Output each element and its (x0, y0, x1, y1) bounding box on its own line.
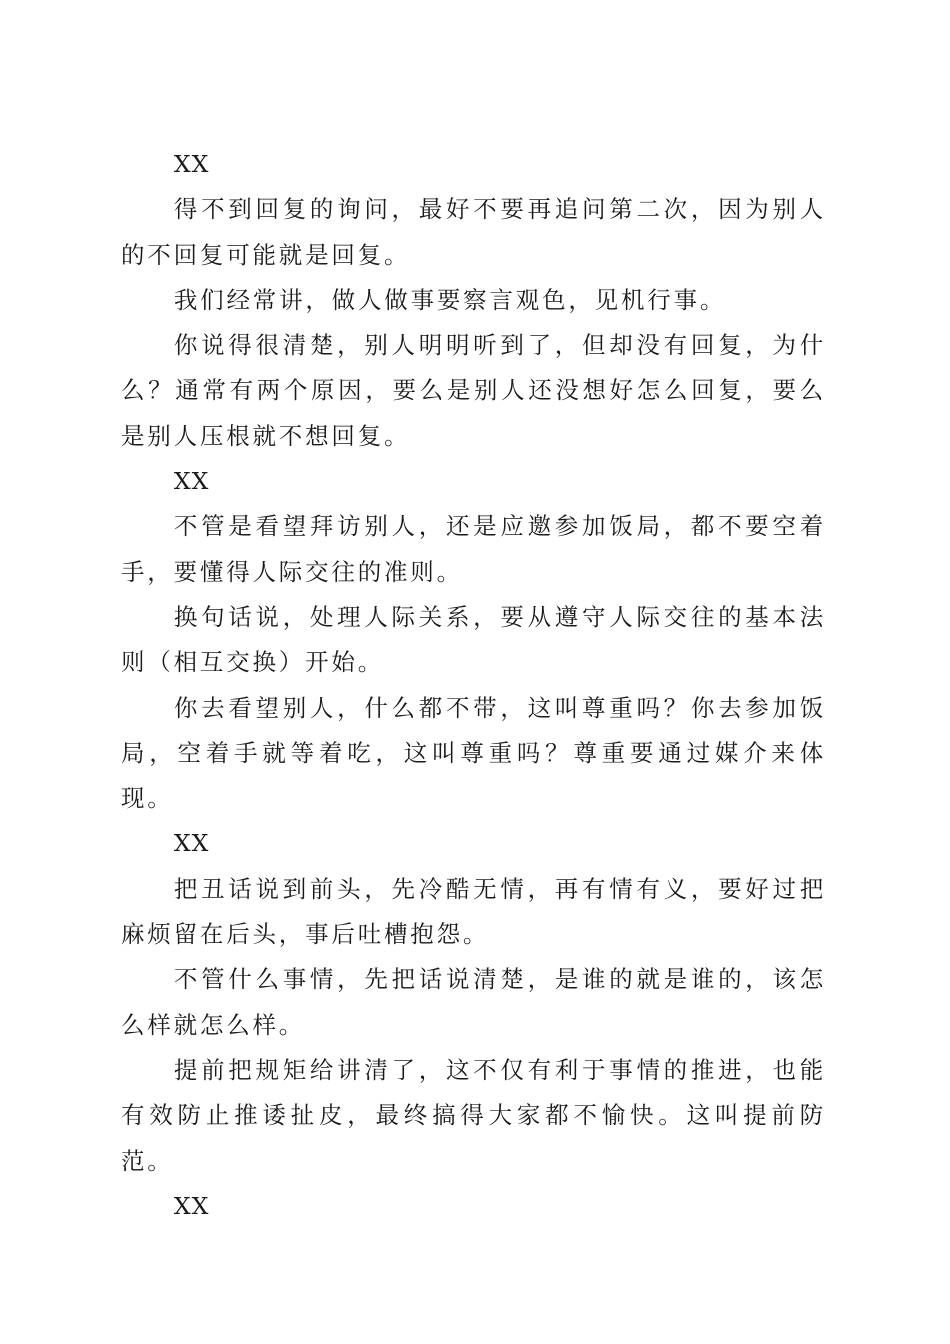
paragraph: 不管什么事情，先把话说清楚，是谁的就是谁的，该怎么样就怎么样。 (121, 965, 826, 1039)
paragraph: 不管是看望拜访别人，还是应邀参加饭局，都不要空着手，要懂得人际交往的准则。 (121, 512, 826, 586)
paragraph: 你去看望别人，什么都不带，这叫尊重吗？你去参加饭局，空着手就等着吃，这叫尊重吗？尊重要通过媒介来体现。 (121, 693, 826, 813)
paragraph: 得不到回复的询问，最好不要再追问第二次，因为别人的不回复可能就是回复。 (121, 195, 826, 269)
section-marker: XX (173, 1191, 210, 1220)
paragraph: 你说得很清楚，别人明明听到了，但却没有回复，为什么？通常有两个原因，要么是别人还没想好怎么回复，要么是别人压根就不想回复。 (121, 331, 826, 450)
document-page (121, 142, 826, 1229)
paragraph: 把丑话说到前头，先冷酷无情，再有情有义，要好过把麻烦留在后头，事后吐槽抱怨。 (121, 874, 826, 949)
section-marker: XX (173, 467, 210, 496)
paragraph: 提前把规矩给讲清了，这不仅有利于事情的推进，也能有效防止推诿扯皮，最终搞得大家都不愉快。这叫提前防范。 (121, 1055, 826, 1175)
paragraph: 换句话说，处理人际关系，要从遵守人际交往的基本法则（相互交换）开始。 (121, 602, 826, 677)
paragraph: 我们经常讲，做人做事要察言观色，见机行事。 (173, 285, 727, 314)
section-marker: XX (173, 150, 210, 178)
section-marker: XX (173, 829, 210, 858)
